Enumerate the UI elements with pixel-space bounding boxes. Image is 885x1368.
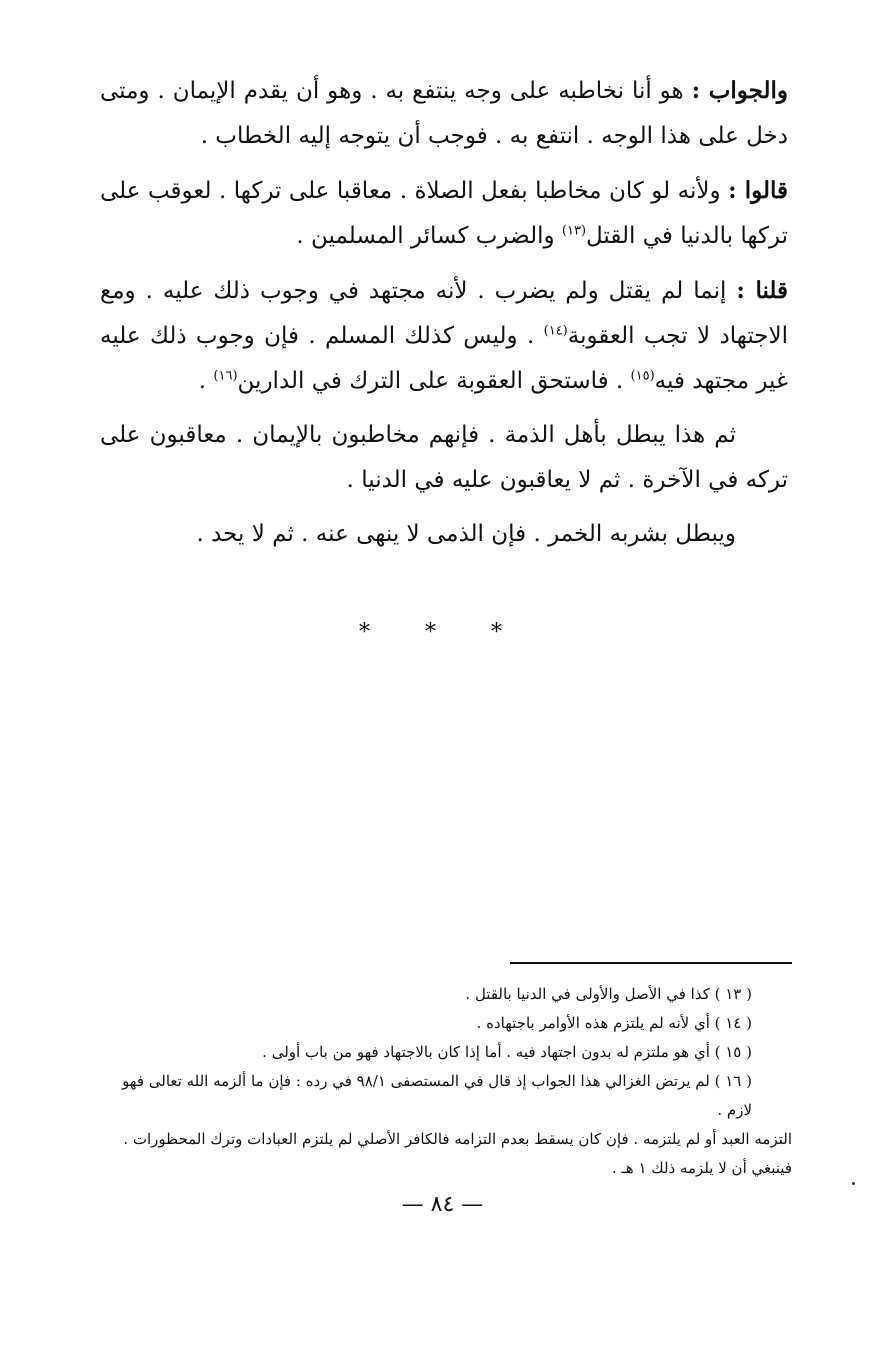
paragraph-wine [100, 512, 788, 557]
paragraph-text: والضرب كسائر المسلمين . [296, 223, 555, 249]
page-number: — ٨٤ — [401, 1192, 484, 1217]
footnote-14: ( ١٤ ) أي لأنه لم يلتزم هذه الأوامر باجتهاده . [476, 1014, 752, 1032]
paragraph-text: ويبطل بشربه الخمر . فإن الذمى لا ينهى عنه . ثم لا يحد . [196, 521, 736, 547]
footnote-16: ( ١٦ ) لم يرتض الغزالي هذا الجواب إذ قال في المستصفى ٩٨/١ في رده : فإن ما ألزمه الله تعالى فهو لازم . [122, 1072, 752, 1119]
scan-speck [852, 1182, 855, 1185]
paragraph-reply [100, 268, 788, 404]
paragraph-lead: والجواب : [691, 77, 788, 104]
paragraph-lead: قالوا : [728, 177, 788, 204]
paragraph-answer [100, 68, 788, 159]
footnote-divider [510, 962, 792, 964]
paragraph-dhimmi [100, 413, 788, 503]
section-separator: * * * [359, 620, 526, 645]
paragraph-lead: قلنا : [736, 277, 788, 304]
paragraph-text: . [198, 368, 207, 394]
footnote-ref-14[interactable]: (١٤) [543, 323, 568, 339]
paragraph-text: . وليس كذلك المسلم . فإن وجوب ذلك عليه غير مجتهد فيه [100, 323, 788, 394]
footnote-16-continuation: فينبغي أن لا يلزمه ذلك ١ هـ . [611, 1159, 792, 1177]
paragraph-objection [100, 168, 788, 259]
footnote-15: ( ١٥ ) أي هو ملتزم له بدون اجتهاد فيه . أما إذا كان بالاجتهاد فهو من باب أولى . [262, 1043, 752, 1061]
footnotes [112, 980, 792, 1183]
paragraph-text: إنما لم يقتل ولم يضرب . لأنه مجتهد في وجوب ذلك عليه . ومع الاجتهاد لا تجب العقوبة [100, 278, 788, 349]
main-text [100, 68, 788, 566]
footnote-ref-15[interactable]: (١٥) [630, 368, 655, 384]
footnote-ref-16[interactable]: (١٦) [213, 368, 238, 384]
footnote-16-continuation: التزمه العبد أو لم يلتزمه . فإن كان يسقط بعدم التزامه فالكافر الأصلي لم يلتزم العبادات وترك المحظورات . [123, 1130, 792, 1148]
footnote-13: ( ١٣ ) كذا في الأصل والأولى في الدنيا بالقتل . [465, 985, 752, 1003]
footnote-ref-13[interactable]: (١٣) [561, 223, 587, 239]
paragraph-text: هو أنا نخاطبه على وجه ينتفع به . وهو أن يقدم الإيمان . ومتى دخل على هذا الوجه . انتفع به . فوجب أن يتوجه إليه الخطاب . [100, 78, 788, 149]
paragraph-text: . فاستحق العقوبة على الترك في الدارين [237, 368, 624, 394]
paragraph-text: ثم هذا يبطل بأهل الذمة . فإنهم مخاطبون بالإيمان . معاقبون على تركه في الآخرة . ثم لا يعاقبون عليه في الدنيا . [100, 422, 788, 493]
paragraph-text: ولأنه لو كان مخاطبا بفعل الصلاة . معاقبا على تركها . لعوقب على تركها بالدنيا في القتل [100, 178, 788, 249]
